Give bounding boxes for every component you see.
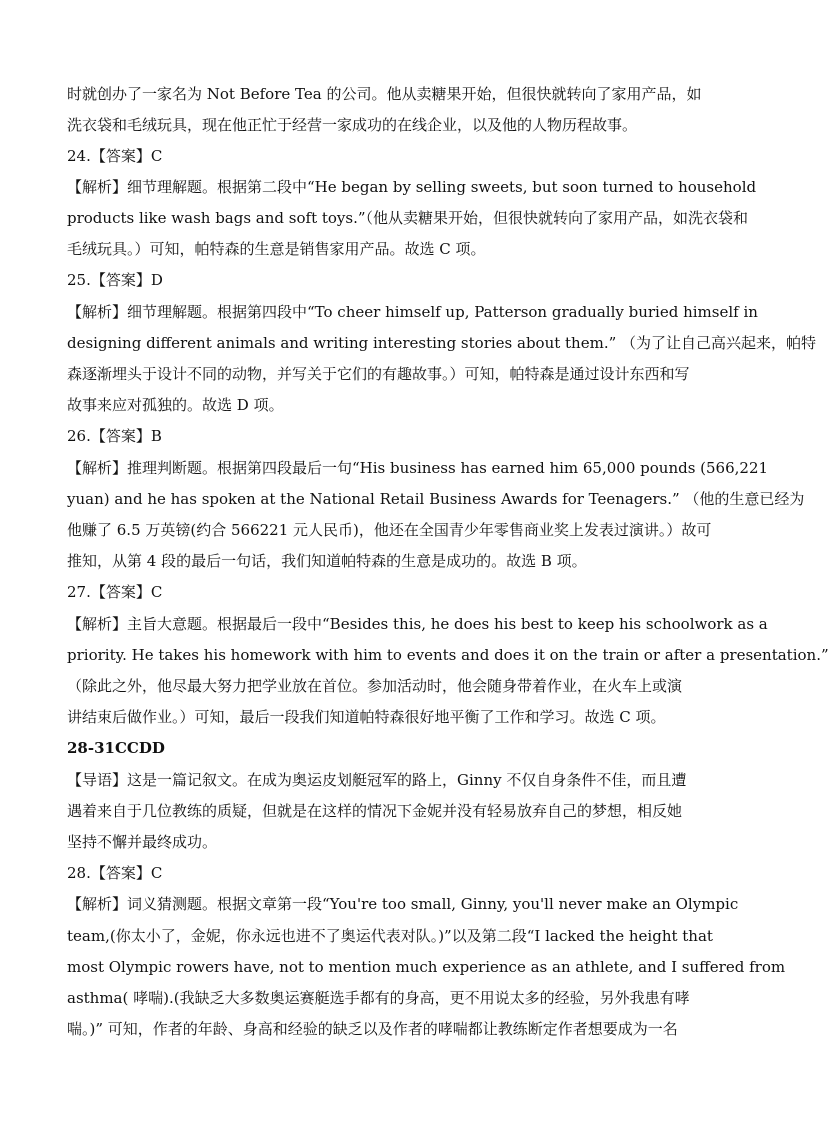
answer-heading: 24.【答案】C xyxy=(67,147,163,165)
text-line: products like wash bags and soft toys.”（他从卖糖果开始，但很快就转向了家用产品，如洗衣袋和 xyxy=(67,209,749,227)
text-line: asthma( 哮喘).(我缺乏大多数奥运赛艇选手都有的身高，更不用说太多的经验，另外我患有哮 xyxy=(67,989,690,1007)
text-line: most Olympic rowers have, not to mention much experience as an athlete, and I suffered from xyxy=(67,958,786,976)
text-line: priority. He takes his homework with him to events and does it on the train or after a presentation.” xyxy=(67,646,829,664)
text-line: 【解析】细节理解题。根据第四段中“To cheer himself up, Patterson gradually buried himself in xyxy=(67,303,758,321)
answer-heading: 25.【答案】D xyxy=(67,271,163,289)
text-line: 时就创办了一家名为 Not Before Tea 的公司。他从卖糖果开始，但很快就转向了家用产品，如 xyxy=(67,85,702,103)
answer-heading: 27.【答案】C xyxy=(67,583,163,601)
text-line: 讲结束后做作业。）可知，最后一段我们知道帕特森很好地平衡了工作和学习。故选 C 项。 xyxy=(67,708,666,726)
text-line: （除此之外，他尽最大努力把学业放在首位。参加活动时，他会随身带着作业，在火车上或演 xyxy=(67,677,683,695)
text-line: 洗衣袋和毛绒玩具，现在他正忙于经营一家成功的在线企业，以及他的人物历程故事。 xyxy=(67,116,638,134)
text-line: team,(你太小了，金妮，你永远也进不了奥运代表对队。)”以及第二段“I lacked the height that xyxy=(67,927,713,945)
text-line: 故事来应对孤独的。故选 D 项。 xyxy=(67,396,284,414)
text-line: 坚持不懈并最终成功。 xyxy=(67,833,218,851)
text-line: 【导语】这是一篇记叙文。在成为奥运皮划艇冠军的路上，Ginny 不仅自身条件不佳，而且遭 xyxy=(67,771,687,789)
text-line: 喘。)” 可知，作者的年龄、身高和经验的缺乏以及作者的哮喘都让教练断定作者想要成为一名 xyxy=(67,1020,678,1038)
text-line: yuan) and he has spoken at the National Retail Business Awards for Teenagers.” （他的生意已经为 xyxy=(67,490,805,508)
text-line: 【解析】词义猜测题。根据文章第一段“You're too small, Ginny, you'll never make an Olympic xyxy=(67,895,739,913)
text-line: 【解析】推理判断题。根据第四段最后一句“His business has earned him 65,000 pounds (566,221 xyxy=(67,459,769,477)
text-line: 【解析】细节理解题。根据第二段中“He began by selling sweets, but soon turned to household xyxy=(67,178,757,196)
text-line: 遇着来自于几位教练的质疑，但就是在这样的情况下金妮并没有轻易放弃自己的梦想，相反她 xyxy=(67,802,683,820)
answer-heading: 28.【答案】C xyxy=(67,864,163,882)
text-line: 他赚了 6.5 万英镑(约合 566221 元人民币)，他还在全国青少年零售商业奖上发表过演讲。）故可 xyxy=(67,521,712,539)
text-line: 森逐渐埋头于设计不同的动物，并写关于它们的有趣故事。）可知，帕特森是通过设计东西和写 xyxy=(67,365,690,383)
section-answer-key: 28-31CCDD xyxy=(67,739,165,757)
text-line: designing different animals and writing interesting stories about them.” （为了让自己高兴起来，帕特 xyxy=(67,334,817,352)
answer-heading: 26.【答案】B xyxy=(67,427,162,445)
text-line: 【解析】主旨大意题。根据最后一段中“Besides this, he does his best to keep his schoolwork as a xyxy=(67,615,768,633)
text-line: 推知，从第 4 段的最后一句话，我们知道帕特森的生意是成功的。故选 B 项。 xyxy=(67,552,587,570)
text-line: 毛绒玩具。）可知，帕特森的生意是销售家用产品。故选 C 项。 xyxy=(67,240,486,258)
